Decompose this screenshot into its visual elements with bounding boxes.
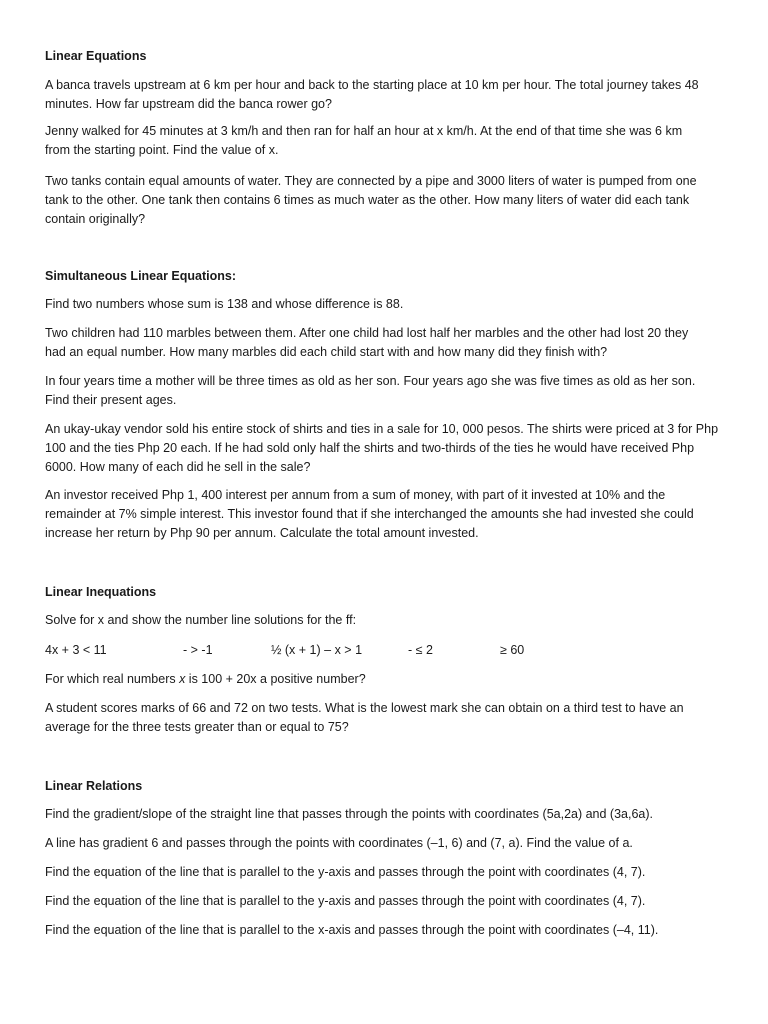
text-line: In four years time a mother will be three times as old as her son. Four years ago she was five times as old as her son. [45,374,696,388]
inequations-intro [45,611,735,630]
text-line: from the starting point. Find the value of x. [45,143,279,157]
text-line: A student scores marks of 66 and 72 on two tests. What is the lowest mark she can obtain on a third test to have an [45,701,684,715]
section-heading-inequations: Linear Inequations [45,585,157,599]
text-run: is 100 + 20x a positive number? [185,672,366,686]
text-line: Find their present ages. [45,393,177,407]
text-line: tank to the other. One tank then contains 6 times as much water as the other. How many liters of water did each tank [45,193,690,207]
text-line: A line has gradient 6 and passes through the points with coordinates (–1, 6) and (7, a). Find the value of a. [45,836,633,850]
text-line: remainder at 7% simple interest. This investor found that if she interchanged the amounts she had invested she could [45,507,694,521]
problem-gradient [45,805,735,824]
text-line: An investor received Php 1, 400 interest per annum from a sum of money, with part of it invested at 10% and the [45,488,666,502]
problem-vendor [45,420,735,477]
problem-tanks [45,172,735,229]
text-line: 100 and the ties Php 20 each. If he had sold only half the shirts and two-thirds of the ties he would have received Php [45,441,695,455]
text-line: Two children had 110 marbles between them. After one child had lost half her marbles and the other had lost 20 they [45,326,689,340]
variable-x: x [179,672,186,686]
text-line: 6000. How many of each did he sell in the sale? [45,460,311,474]
text-line: Solve for x and show the number line solutions for the ff: [45,613,357,627]
inequation-item: ½ (x + 1) – x > 1 [271,643,363,657]
problem-parallel-x-axis [45,921,735,940]
section-heading-simultaneous: Simultaneous Linear Equations: [45,269,236,283]
problem-two-numbers [45,295,735,314]
text-line: increase her return by Php 90 per annum. Calculate the total amount invested. [45,526,479,540]
section-heading-linear-equations: Linear Equations [45,49,147,63]
text-line: had an equal number. How many marbles did each child start with and how many did they finish with? [45,345,608,359]
problem-banca [45,76,735,114]
text-line: A banca travels upstream at 6 km per hour and back to the starting place at 10 km per hour. The total journey takes 48 [45,78,699,92]
problem-jenny [45,122,735,160]
inequation-item: - > -1 [183,643,213,657]
inequation-item: 4x + 3 < 11 [45,643,107,657]
problem-parallel-y-axis-2 [45,892,735,911]
text-line: minutes. How far upstream did the banca rower go? [45,97,332,111]
problem-parallel-y-axis-1 [45,863,735,882]
text-line: Jenny walked for 45 minutes at 3 km/h and then ran for half an hour at x km/h. At the end of that time she was 6 km [45,124,683,138]
text-line: Find the equation of the line that is parallel to the x-axis and passes through the point with coordinates (–4, 11). [45,923,659,937]
text-line: Two tanks contain equal amounts of water. They are connected by a pipe and 3000 liters of water is pumped from one [45,174,697,188]
problem-investor [45,486,735,543]
text-line [45,670,735,689]
text-run: For which real numbers [45,672,180,686]
text-line: Find the equation of the line that is parallel to the y-axis and passes through the point with coordinates (4, 7). [45,865,646,879]
problem-marbles [45,324,735,362]
text-line: Find the gradient/slope of the straight line that passes through the points with coordinates (5a,2a) and (3a,6a). [45,807,654,821]
problem-student-scores [45,699,735,737]
text-line: average for the three tests greater than or equal to 75? [45,720,349,734]
text-line: contain originally? [45,212,146,226]
problem-ages [45,372,735,410]
text-line: An ukay-ukay vendor sold his entire stock of shirts and ties in a sale for 10, 000 pesos. The shirts were priced at 3 for Php [45,422,719,436]
text-line: Find two numbers whose sum is 138 and whose difference is 88. [45,297,404,311]
inequation-item: - ≤ 2 [408,643,433,657]
inequations-list [45,641,735,660]
inequation-item: ≥ 60 [500,643,525,657]
text-line: Find the equation of the line that is parallel to the y-axis and passes through the point with coordinates (4, 7). [45,894,646,908]
problem-line-gradient-6 [45,834,735,853]
problem-real-numbers [45,670,735,689]
section-heading-relations: Linear Relations [45,779,143,793]
